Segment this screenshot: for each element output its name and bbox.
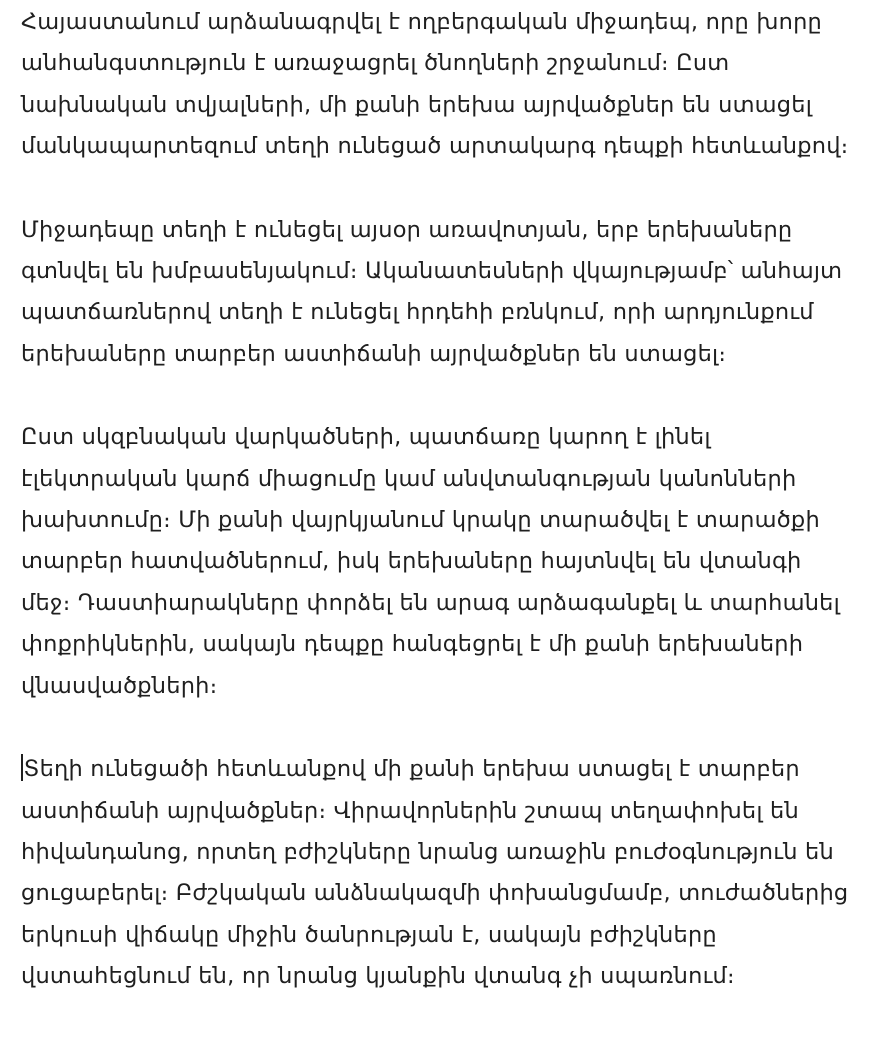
document-body: [21, 2, 871, 1040]
text-line: Ըստ սկզբնական վարկածների, պատճառը կարող է լինել: [21, 424, 711, 451]
text-line: Տեղի ունեցածի հետևանքով մի քանի երեխա ստացել է տարբեր: [23, 756, 800, 783]
text-line: պատճառներով տեղի է ունեցել հրդեհի բռնկում, որի արդյունքում: [21, 299, 814, 326]
text-line: տարբեր հատվածներում, իսկ երեխաները հայտնվել են վտանգի: [21, 548, 802, 575]
text-line-with-cursor[interactable]: [21, 749, 871, 790]
text-line: անհանգստություն է առաջացրել ծնողների շրջանում։ Ըստ: [21, 50, 730, 77]
text-line: մանկապարտեզում տեղի ունեցած արտակարգ դեպքի հետևանքով։: [21, 133, 849, 160]
text-line: երկուսի վիճակը միջին ծանրության է, սակայն բժիշկները: [21, 921, 717, 948]
text-line: Միջադեպը տեղի է ունեցել այսօր առավոտյան, երբ երեխաները: [21, 216, 793, 243]
text-line: երեխաները տարբեր աստիճանի այրվածքներ են ստացել։: [21, 340, 727, 367]
text-line: փոքրիկներին, սակայն դեպքը հանգեցրել է մի քանի երեխաների: [21, 631, 804, 658]
text-line: հիվանդանոց, որտեղ բժիշկները նրանց առաջին բուժօգնություն են: [21, 838, 834, 865]
text-line: խախտումը։ Մի քանի վայրկյանում կրակը տարածվել է տարածքի: [21, 507, 820, 534]
text-cursor: [21, 754, 23, 781]
paragraph-2: [21, 210, 871, 376]
paragraph-1: [21, 2, 871, 168]
text-line: Հայաստանում արձանագրվել է ողբերգական միջադեպ, որը խորը: [21, 9, 822, 35]
paragraph-3: [21, 417, 871, 707]
text-line: մեջ։ Դաստիարակները փորձել են արագ արձագանքել և տարհանել: [21, 589, 840, 616]
text-line: գտնվել են խմբասենյակում։ Ականատեսների վկայությամբ՝ անհայտ: [21, 258, 843, 285]
paragraph-4[interactable]: [21, 749, 871, 997]
text-line: ցուցաբերել։ Բժշկական անձնակազմի փոխանցմամբ, տուժածներից: [21, 880, 849, 907]
text-line: նախնական տվյալների, մի քանի երեխա այրվածքներ են ստացել: [21, 91, 813, 118]
text-line: էլեկտրական կարճ միացումը կամ անվտանգության կանոնների: [21, 465, 797, 492]
text-line: աստիճանի այրվածքներ։ Վիրավորներին շտապ տեղափոխել են: [21, 797, 799, 824]
text-line: վստահեցնում են, որ նրանց կյանքին վտանգ չի սպառնում։: [21, 963, 735, 990]
text-line: վնասվածքների։: [21, 672, 218, 699]
